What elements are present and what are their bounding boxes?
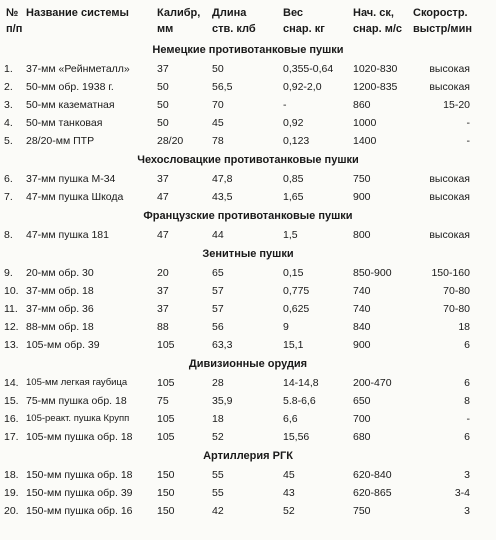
row-rate: 70-80 — [443, 285, 470, 297]
row-velocity: 700 — [353, 413, 371, 425]
row-weight: 0,775 — [283, 285, 310, 297]
header-weight — [283, 5, 325, 37]
header-rate-line2: выстр/мин — [413, 23, 472, 35]
row-caliber: 37 — [157, 173, 169, 185]
row-name: 150-мм пушка обр. 16 — [26, 505, 133, 517]
row-name: 75-мм пушка обр. 18 — [26, 395, 127, 407]
row-caliber: 47 — [157, 191, 169, 203]
row-number: 18. — [4, 469, 19, 481]
row-name: 105-реакт. пушка Крупп — [26, 413, 130, 424]
header-length-line2: ств. клб — [212, 23, 256, 35]
table-row — [0, 60, 496, 78]
row-caliber: 75 — [157, 395, 169, 407]
header-velocity-line1: Нач. ск, — [353, 7, 394, 19]
row-weight: 0,15 — [283, 267, 304, 279]
row-caliber: 28/20 — [157, 135, 184, 147]
table-row — [0, 300, 496, 318]
row-weight: 0,123 — [283, 135, 310, 147]
table-row — [0, 318, 496, 336]
section-title — [0, 206, 496, 226]
row-name: 47-мм пушка Шкода — [26, 191, 124, 203]
header-number — [6, 5, 22, 37]
row-name: 88-мм обр. 18 — [26, 321, 94, 333]
row-number: 7. — [4, 191, 13, 203]
header-rate — [413, 5, 472, 37]
row-length: 35,9 — [212, 395, 233, 407]
header-length — [212, 5, 256, 37]
row-number: 6. — [4, 173, 13, 185]
row-rate: 8 — [464, 395, 470, 407]
section-title-text: Артиллерия РГК — [203, 450, 293, 462]
row-caliber: 88 — [157, 321, 169, 333]
row-velocity: 650 — [353, 395, 371, 407]
table-body — [0, 40, 496, 520]
row-velocity: 1000 — [353, 117, 377, 129]
row-number: 16. — [4, 413, 19, 425]
header-number-line2: п/п — [6, 23, 23, 35]
table-row — [0, 466, 496, 484]
row-velocity: 840 — [353, 321, 371, 333]
header-number-line1: № — [6, 7, 19, 19]
table-row — [0, 96, 496, 114]
row-caliber: 150 — [157, 487, 175, 499]
row-length: 44 — [212, 229, 224, 241]
row-length: 28 — [212, 377, 224, 389]
table-row — [0, 484, 496, 502]
row-velocity: 900 — [353, 339, 371, 351]
header-caliber-line1: Калибр, — [157, 7, 201, 19]
table-row — [0, 132, 496, 150]
table-row — [0, 282, 496, 300]
row-weight: 1,65 — [283, 191, 304, 203]
table-row — [0, 428, 496, 446]
row-number: 3. — [4, 99, 13, 111]
row-caliber: 37 — [157, 303, 169, 315]
row-weight: - — [283, 99, 287, 111]
row-caliber: 37 — [157, 63, 169, 75]
table-row — [0, 502, 496, 520]
row-rate: 3 — [464, 469, 470, 481]
header-name: Название системы — [26, 7, 129, 19]
section-title-text: Дивизионные орудия — [188, 358, 308, 370]
header-weight-line1: Вес — [283, 7, 304, 19]
row-number: 12. — [4, 321, 19, 333]
row-caliber: 50 — [157, 81, 169, 93]
row-number: 17. — [4, 431, 19, 443]
row-length: 65 — [212, 267, 224, 279]
row-rate: 15-20 — [443, 99, 470, 111]
row-length: 47,8 — [212, 173, 233, 185]
row-velocity: 740 — [353, 285, 371, 297]
row-rate: 6 — [464, 431, 470, 443]
row-number: 1. — [4, 63, 13, 75]
row-name: 37-мм пушка М-34 — [26, 173, 116, 185]
section-title-text: Немецкие противотанковые пушки — [152, 44, 344, 56]
row-name: 50-мм казематная — [26, 99, 115, 111]
row-velocity: 200-470 — [353, 377, 392, 389]
row-velocity: 740 — [353, 303, 371, 315]
row-rate: - — [466, 413, 470, 425]
row-velocity: 1400 — [353, 135, 377, 147]
row-name: 37-мм «Рейнметалл» — [26, 63, 130, 75]
table-row — [0, 188, 496, 206]
table-row — [0, 410, 496, 428]
row-caliber: 150 — [157, 505, 175, 517]
header-velocity-line2: снар. м/с — [353, 23, 403, 35]
row-weight: 0,625 — [283, 303, 310, 315]
row-name: 37-мм обр. 36 — [26, 303, 94, 315]
section-title — [0, 446, 496, 466]
row-name: 20-мм обр. 30 — [26, 267, 94, 279]
row-length: 57 — [212, 285, 224, 297]
header-length-line1: Длина — [212, 7, 247, 19]
section-title — [0, 244, 496, 264]
row-name: 105-мм пушка обр. 18 — [26, 431, 133, 443]
row-caliber: 50 — [157, 99, 169, 111]
row-weight: 0,355-0,64 — [283, 63, 334, 75]
header-weight-line2: снар. кг — [283, 23, 325, 35]
table-row — [0, 264, 496, 282]
row-rate: 3-4 — [454, 487, 470, 499]
row-length: 70 — [212, 99, 224, 111]
row-caliber: 105 — [157, 431, 175, 443]
row-rate: 6 — [464, 377, 470, 389]
row-number: 15. — [4, 395, 19, 407]
row-number: 13. — [4, 339, 19, 351]
row-weight: 1,5 — [283, 229, 298, 241]
row-length: 78 — [212, 135, 224, 147]
row-name: 105-мм обр. 39 — [26, 339, 100, 351]
table-row — [0, 170, 496, 188]
row-velocity: 860 — [353, 99, 371, 111]
row-velocity: 680 — [353, 431, 371, 443]
table-row — [0, 336, 496, 354]
row-length: 50 — [212, 63, 224, 75]
section-title-text: Зенитные пушки — [202, 248, 294, 260]
row-caliber: 20 — [157, 267, 169, 279]
row-velocity: 620-840 — [353, 469, 392, 481]
row-weight: 0,85 — [283, 173, 304, 185]
row-length: 55 — [212, 469, 224, 481]
table-header — [0, 5, 496, 39]
row-number: 10. — [4, 285, 19, 297]
row-velocity: 900 — [353, 191, 371, 203]
row-caliber: 50 — [157, 117, 169, 129]
row-weight: 0,92 — [283, 117, 304, 129]
row-weight: 15,56 — [283, 431, 310, 443]
row-weight: 0,92-2,0 — [283, 81, 322, 93]
row-name: 150-мм пушка обр. 39 — [26, 487, 133, 499]
row-rate: высокая — [429, 191, 470, 203]
row-number: 5. — [4, 135, 13, 147]
row-velocity: 750 — [353, 505, 371, 517]
section-title — [0, 354, 496, 374]
row-caliber: 105 — [157, 413, 175, 425]
row-name: 150-мм пушка обр. 18 — [26, 469, 133, 481]
row-rate: высокая — [429, 81, 470, 93]
row-length: 52 — [212, 431, 224, 443]
row-length: 42 — [212, 505, 224, 517]
section-title-text: Французские противотанковые пушки — [143, 210, 353, 222]
row-velocity: 1020-830 — [353, 63, 398, 75]
row-number: 19. — [4, 487, 19, 499]
header-rate-line1: Скоростр. — [413, 7, 468, 19]
header-caliber-line2: мм — [157, 23, 174, 35]
row-number: 8. — [4, 229, 13, 241]
table-row — [0, 78, 496, 96]
row-name: 50-мм обр. 1938 г. — [26, 81, 114, 93]
row-rate: - — [466, 117, 470, 129]
row-velocity: 800 — [353, 229, 371, 241]
row-velocity: 620-865 — [353, 487, 392, 499]
row-name: 50-мм танковая — [26, 117, 103, 129]
row-velocity: 750 — [353, 173, 371, 185]
section-title — [0, 150, 496, 170]
row-velocity: 1200-835 — [353, 81, 398, 93]
row-rate: - — [466, 135, 470, 147]
row-length: 45 — [212, 117, 224, 129]
row-number: 2. — [4, 81, 13, 93]
row-weight: 43 — [283, 487, 295, 499]
row-weight: 45 — [283, 469, 295, 481]
row-velocity: 850-900 — [353, 267, 392, 279]
row-caliber: 47 — [157, 229, 169, 241]
row-weight: 14-14,8 — [283, 377, 319, 389]
table-row — [0, 114, 496, 132]
row-weight: 52 — [283, 505, 295, 517]
row-number: 9. — [4, 267, 13, 279]
row-length: 63,3 — [212, 339, 233, 351]
row-rate: 6 — [464, 339, 470, 351]
row-name: 28/20-мм ПТР — [26, 135, 95, 147]
row-length: 56,5 — [212, 81, 233, 93]
row-name: 105-мм легкая гаубица — [26, 377, 128, 388]
row-length: 55 — [212, 487, 224, 499]
row-caliber: 105 — [157, 339, 175, 351]
row-number: 4. — [4, 117, 13, 129]
section-title-text: Чехословацкие противотанковые пушки — [137, 154, 359, 166]
row-weight: 5.8-6,6 — [283, 395, 316, 407]
row-number: 20. — [4, 505, 19, 517]
row-caliber: 105 — [157, 377, 175, 389]
row-weight: 15,1 — [283, 339, 304, 351]
row-number: 14. — [4, 377, 19, 389]
header-velocity — [353, 5, 402, 37]
row-caliber: 150 — [157, 469, 175, 481]
row-weight: 6,6 — [283, 413, 298, 425]
table-row — [0, 374, 496, 392]
table-row — [0, 226, 496, 244]
row-name: 47-мм пушка 181 — [26, 229, 109, 241]
row-rate: высокая — [429, 173, 470, 185]
row-rate: 150-160 — [431, 267, 470, 279]
row-rate: 18 — [458, 321, 470, 333]
row-rate: 70-80 — [443, 303, 470, 315]
row-rate: 3 — [464, 505, 470, 517]
header-caliber — [157, 5, 200, 37]
row-rate: высокая — [429, 63, 470, 75]
row-number: 11. — [4, 303, 18, 315]
row-weight: 9 — [283, 321, 289, 333]
section-title — [0, 40, 496, 60]
row-caliber: 37 — [157, 285, 169, 297]
row-length: 56 — [212, 321, 224, 333]
row-rate: высокая — [429, 229, 470, 241]
row-length: 18 — [212, 413, 224, 425]
table-row — [0, 392, 496, 410]
row-length: 57 — [212, 303, 224, 315]
row-length: 43,5 — [212, 191, 233, 203]
row-name: 37-мм обр. 18 — [26, 285, 94, 297]
